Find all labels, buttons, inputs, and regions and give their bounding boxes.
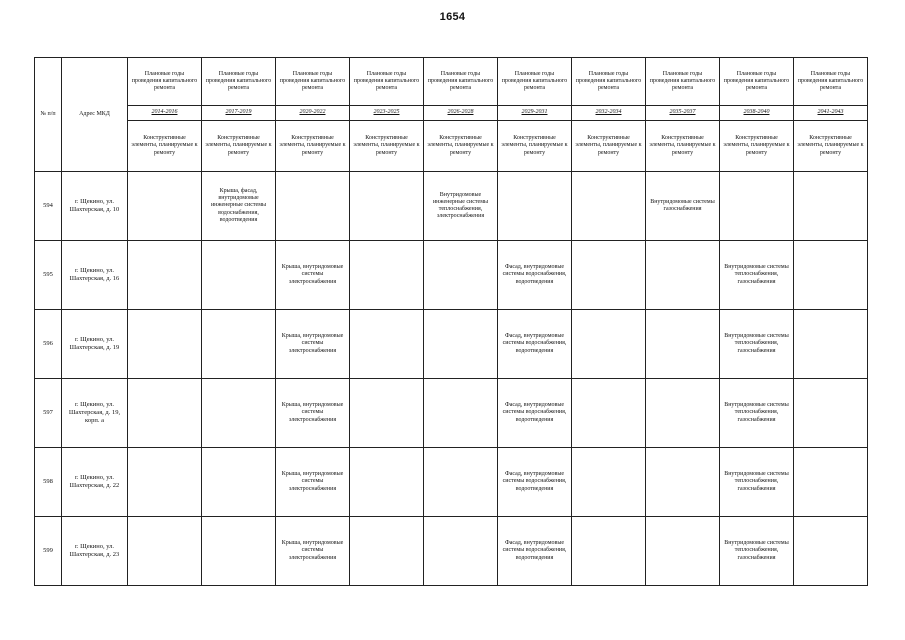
- repair-cell: [424, 517, 498, 586]
- repair-cell: Крыша, внутридомовые системы электроснабжения: [276, 517, 350, 586]
- period-header: Плановые годы проведения капитального ремонта: [646, 58, 720, 106]
- table-row: [35, 172, 868, 241]
- table-row: [35, 517, 868, 586]
- row-address: г. Щекино, ул. Шахтерская, д. 23: [62, 517, 128, 586]
- years-header: 2032-2034: [572, 106, 646, 121]
- repair-cell: Фасад, внутридомовые системы водоснабжения, водоотведения: [498, 310, 572, 379]
- repair-cell: Фасад, внутридомовые системы водоснабжения, водоотведения: [498, 448, 572, 517]
- elements-header: Конструктивные элементы, планируемые к ремонту: [128, 121, 202, 172]
- repair-cell: Внутридомовые системы теплоснабжения, газоснабжения: [720, 310, 794, 379]
- period-header: Плановые годы проведения капитального ремонта: [128, 58, 202, 106]
- repair-cell: [572, 379, 646, 448]
- capital-repair-schedule-table: [34, 57, 868, 586]
- repair-cell: [572, 448, 646, 517]
- row-number: 594: [35, 172, 62, 241]
- years-header: 2038-2040: [720, 106, 794, 121]
- repair-cell: [646, 241, 720, 310]
- elements-header: Конструктивные элементы, планируемые к ремонту: [202, 121, 276, 172]
- header-row-years: [35, 106, 868, 121]
- row-address: г. Щекино, ул. Шахтерская, д. 19, корп. а: [62, 379, 128, 448]
- repair-cell: [350, 310, 424, 379]
- repair-cell: [128, 448, 202, 517]
- years-header: 2023-2025: [350, 106, 424, 121]
- table-row: [35, 379, 868, 448]
- repair-cell: Фасад, внутридомовые системы водоснабжения, водоотведения: [498, 241, 572, 310]
- row-number: 598: [35, 448, 62, 517]
- repair-cell: Внутридомовые системы газоснабжения: [646, 172, 720, 241]
- row-number: 595: [35, 241, 62, 310]
- repair-cell: [128, 517, 202, 586]
- repair-cell: Крыша, внутридомовые системы электроснабжения: [276, 241, 350, 310]
- elements-header: Конструктивные элементы, планируемые к ремонту: [498, 121, 572, 172]
- repair-cell: [794, 448, 868, 517]
- years-header: 2020-2022: [276, 106, 350, 121]
- row-number: 596: [35, 310, 62, 379]
- repair-cell: [646, 448, 720, 517]
- repair-cell: [424, 241, 498, 310]
- repair-cell: Внутридомовые системы теплоснабжения, газоснабжения: [720, 448, 794, 517]
- period-header: Плановые годы проведения капитального ремонта: [424, 58, 498, 106]
- repair-cell: [350, 241, 424, 310]
- years-header: 2014-2016: [128, 106, 202, 121]
- repair-cell: [794, 172, 868, 241]
- repair-cell: [350, 172, 424, 241]
- repair-cell: Фасад, внутридомовые системы водоснабжения, водоотведения: [498, 379, 572, 448]
- repair-cell: Крыша, внутридомовые системы электроснабжения: [276, 448, 350, 517]
- repair-cell: [572, 172, 646, 241]
- repair-cell: [646, 379, 720, 448]
- repair-cell: Внутридомовые системы теплоснабжения, газоснабжения: [720, 241, 794, 310]
- repair-cell: Фасад, внутридомовые системы водоснабжения, водоотведения: [498, 517, 572, 586]
- period-header: Плановые годы проведения капитального ремонта: [276, 58, 350, 106]
- years-header: 2029-2031: [498, 106, 572, 121]
- repair-cell: [572, 310, 646, 379]
- row-number: 599: [35, 517, 62, 586]
- table-row: [35, 310, 868, 379]
- repair-cell: [646, 517, 720, 586]
- repair-cell: [128, 172, 202, 241]
- repair-cell: [202, 310, 276, 379]
- period-header: Плановые годы проведения капитального ремонта: [720, 58, 794, 106]
- num-header: № п/п: [35, 58, 62, 172]
- years-header: 2026-2028: [424, 106, 498, 121]
- header-row-elements: [35, 121, 868, 172]
- elements-header: Конструктивные элементы, планируемые к ремонту: [424, 121, 498, 172]
- elements-header: Конструктивные элементы, планируемые к ремонту: [572, 121, 646, 172]
- elements-header: Конструктивные элементы, планируемые к ремонту: [794, 121, 868, 172]
- repair-cell: [202, 448, 276, 517]
- repair-cell: [128, 241, 202, 310]
- row-address: г. Щекино, ул. Шахтерская, д. 22: [62, 448, 128, 517]
- years-header: 2035-2037: [646, 106, 720, 121]
- repair-cell: [424, 310, 498, 379]
- address-header: Адрес МКД: [62, 58, 128, 172]
- repair-cell: [794, 241, 868, 310]
- repair-cell: [646, 310, 720, 379]
- repair-cell: [350, 448, 424, 517]
- period-header: Плановые годы проведения капитального ремонта: [202, 58, 276, 106]
- repair-cell: [350, 379, 424, 448]
- repair-cell: [350, 517, 424, 586]
- repair-cell: [794, 379, 868, 448]
- header-row-plan: [35, 58, 868, 106]
- repair-cell: [720, 172, 794, 241]
- repair-cell: [424, 379, 498, 448]
- repair-cell: [128, 310, 202, 379]
- elements-header: Конструктивные элементы, планируемые к ремонту: [350, 121, 424, 172]
- row-number: 597: [35, 379, 62, 448]
- repair-cell: [128, 379, 202, 448]
- repair-cell: [202, 241, 276, 310]
- repair-cell: [202, 517, 276, 586]
- repair-cell: [498, 172, 572, 241]
- repair-cell: Внутридомовые системы теплоснабжения, газоснабжения: [720, 379, 794, 448]
- row-address: г. Щекино, ул. Шахтерская, д. 19: [62, 310, 128, 379]
- period-header: Плановые годы проведения капитального ремонта: [794, 58, 868, 106]
- repair-cell: Крыша, внутридомовые системы электроснабжения: [276, 379, 350, 448]
- repair-cell: [572, 517, 646, 586]
- repair-cell: [794, 517, 868, 586]
- repair-cell: [276, 172, 350, 241]
- row-address: г. Щекино, ул. Шахтерская, д. 10: [62, 172, 128, 241]
- elements-header: Конструктивные элементы, планируемые к ремонту: [646, 121, 720, 172]
- period-header: Плановые годы проведения капитального ремонта: [498, 58, 572, 106]
- page-number: 1654: [439, 11, 466, 23]
- repair-cell: [572, 241, 646, 310]
- table-row: [35, 448, 868, 517]
- repair-cell: Внутридомовые инженерные системы теплоснабжения, электроснабжения: [424, 172, 498, 241]
- repair-cell: Крыша, фасад, внутридомовые инженерные системы водоснабжения, водоотведения: [202, 172, 276, 241]
- years-header: 2041-2043: [794, 106, 868, 121]
- years-header: 2017-2019: [202, 106, 276, 121]
- elements-header: Конструктивные элементы, планируемые к ремонту: [276, 121, 350, 172]
- table-row: [35, 241, 868, 310]
- period-header: Плановые годы проведения капитального ремонта: [350, 58, 424, 106]
- period-header: Плановые годы проведения капитального ремонта: [572, 58, 646, 106]
- repair-cell: Внутридомовые системы теплоснабжения, газоснабжения: [720, 517, 794, 586]
- repair-cell: [424, 448, 498, 517]
- repair-cell: [202, 379, 276, 448]
- repair-cell: Крыша, внутридомовые системы электроснабжения: [276, 310, 350, 379]
- row-address: г. Щекино, ул. Шахтерская, д. 16: [62, 241, 128, 310]
- repair-cell: [794, 310, 868, 379]
- elements-header: Конструктивные элементы, планируемые к ремонту: [720, 121, 794, 172]
